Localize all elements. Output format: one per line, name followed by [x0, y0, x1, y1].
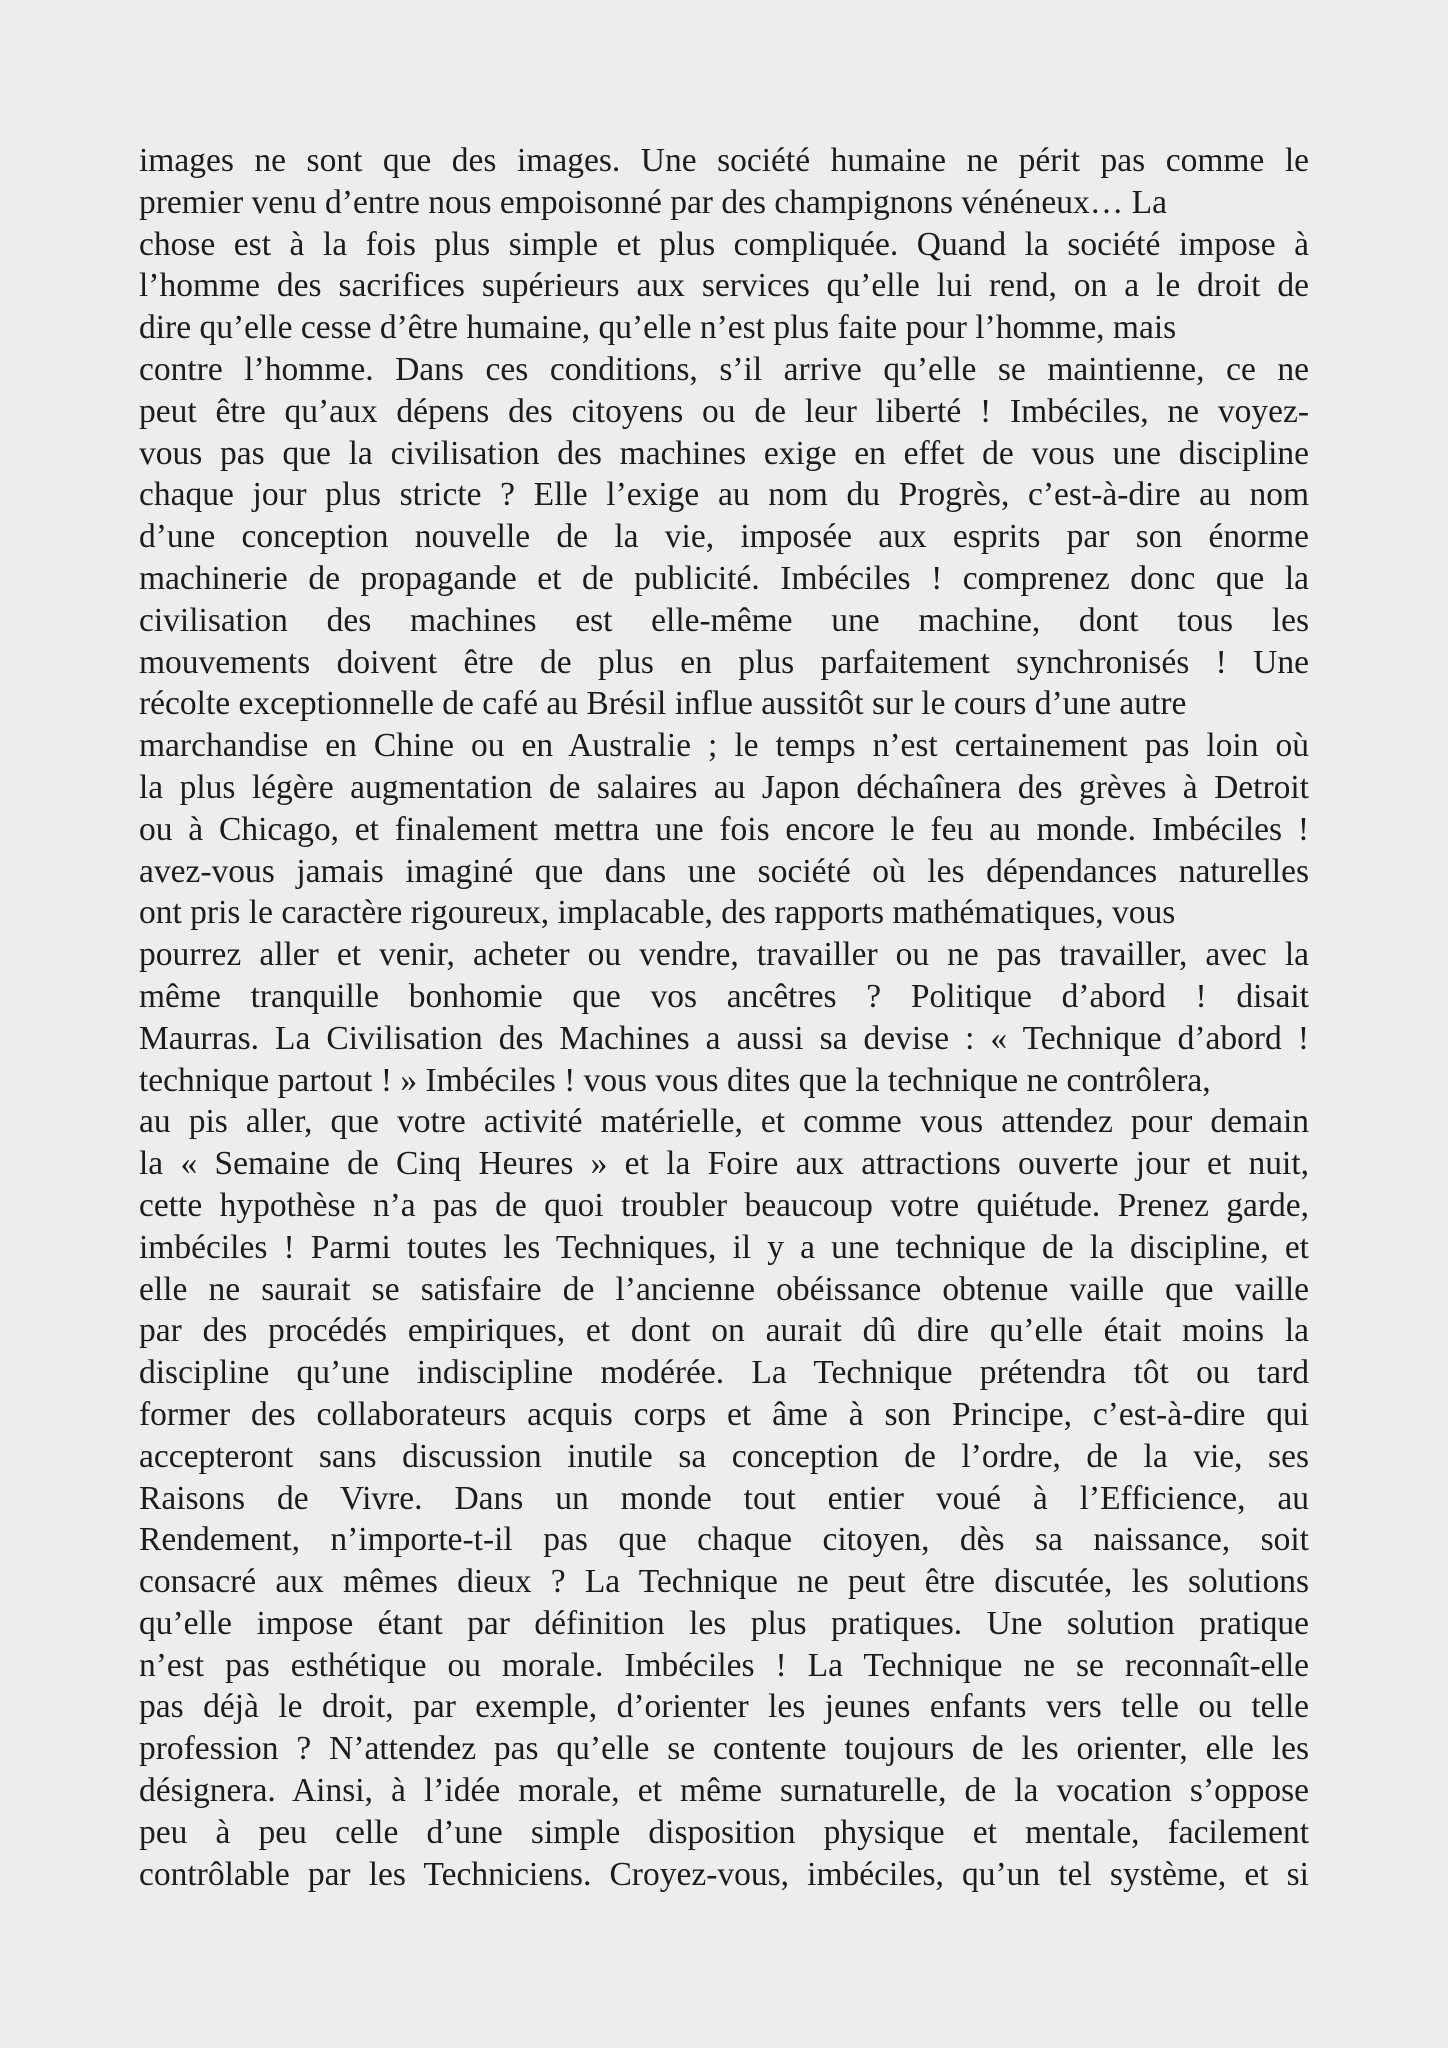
- text-line: Raisons de Vivre. Dans un monde tout entier voué à l’Efficience, au: [139, 1479, 1309, 1517]
- text-line: machinerie de propagande et de publicité. Imbéciles ! comprenez donc que la: [139, 559, 1309, 597]
- text-line: n’est pas esthétique ou morale. Imbéciles ! La Technique ne se reconnaît-elle: [139, 1646, 1309, 1684]
- text-line: civilisation des machines est elle-même une machine, dont tous les: [139, 601, 1309, 639]
- text-line: vous pas que la civilisation des machines exige en effet de vous une discipline: [139, 434, 1309, 472]
- text-line: chaque jour plus stricte ? Elle l’exige au nom du Progrès, c’est-à-dire au nom: [139, 476, 1309, 514]
- text-line: consacré aux mêmes dieux ? La Technique ne peut être discutée, les solutions: [139, 1563, 1309, 1601]
- text-line: premier venu d’entre nous empoisonné par des champignons vénéneux… La: [139, 183, 1167, 221]
- text-line: elle ne saurait se satisfaire de l’ancienne obéissance obtenue vaille que vaille: [139, 1270, 1309, 1308]
- text-line: Maurras. La Civilisation des Machines a aussi sa devise : « Technique d’abord !: [139, 1019, 1309, 1057]
- text-line: images ne sont que des images. Une société humaine ne périt pas comme le: [139, 142, 1309, 179]
- text-line: contre l’homme. Dans ces conditions, s’il arrive qu’elle se maintienne, ce ne: [139, 350, 1309, 388]
- text-line: la « Semaine de Cinq Heures » et la Foire aux attractions ouverte jour et nuit,: [139, 1145, 1309, 1183]
- text-line: peut être qu’aux dépens des citoyens ou de leur liberté ! Imbéciles, ne voyez-: [139, 392, 1309, 430]
- text-line: mouvements doivent être de plus en plus parfaitement synchronisés ! Une: [139, 643, 1309, 681]
- text-line: marchandise en Chine ou en Australie ; le temps n’est certainement pas loin où: [139, 727, 1309, 765]
- text-line: imbéciles ! Parmi toutes les Techniques, il y a une technique de la discipline, et: [139, 1228, 1309, 1266]
- text-line: profession ? N’attendez pas qu’elle se contente toujours de les orienter, elle les: [139, 1730, 1309, 1768]
- text-line: accepteront sans discussion inutile sa conception de l’ordre, de la vie, ses: [139, 1437, 1309, 1475]
- text-line: discipline qu’une indiscipline modérée. La Technique prétendra tôt ou tard: [139, 1354, 1309, 1392]
- text-line: d’une conception nouvelle de la vie, imposée aux esprits par son énorme: [139, 518, 1309, 556]
- text-line: la plus légère augmentation de salaires au Japon déchaînera des grèves à Detroit: [139, 768, 1309, 806]
- text-line: Rendement, n’importe-t-il pas que chaque citoyen, dès sa naissance, soit: [139, 1521, 1309, 1559]
- text-line: pas déjà le droit, par exemple, d’orienter les jeunes enfants vers telle ou telle: [139, 1688, 1309, 1726]
- text-line: contrôlable par les Techniciens. Croyez-vous, imbéciles, qu’un tel système, et si: [139, 1855, 1309, 1893]
- text-line: chose est à la fois plus simple et plus compliquée. Quand la société impose à: [139, 225, 1309, 263]
- text-line: au pis aller, que votre activité matérielle, et comme vous attendez pour demain: [139, 1103, 1309, 1141]
- text-line: pourrez aller et venir, acheter ou vendre, travailler ou ne pas travailler, avec la: [139, 936, 1309, 974]
- text-line: même tranquille bonhomie que vos ancêtres ? Politique d’abord ! disait: [139, 977, 1309, 1015]
- text-line: avez-vous jamais imaginé que dans une société où les dépendances naturelles: [139, 852, 1309, 890]
- text-line: récolte exceptionnelle de café au Brésil influe aussitôt sur le cours d’une autre: [139, 685, 1187, 723]
- body-text: [139, 140, 1309, 1895]
- text-line: peu à peu celle d’une simple disposition physique et mentale, facilement: [139, 1813, 1309, 1851]
- text-line: ou à Chicago, et finalement mettra une fois encore le feu au monde. Imbéciles !: [139, 810, 1309, 848]
- text-line: technique partout ! » Imbéciles ! vous vous dites que la technique ne contrôlera,: [139, 1061, 1211, 1099]
- text-line: qu’elle impose étant par définition les plus pratiques. Une solution pratique: [139, 1604, 1309, 1642]
- text-line: désignera. Ainsi, à l’idée morale, et même surnaturelle, de la vocation s’oppose: [139, 1772, 1309, 1810]
- text-line: l’homme des sacrifices supérieurs aux services qu’elle lui rend, on a le droit de: [139, 267, 1309, 305]
- text-line: ont pris le caractère rigoureux, implacable, des rapports mathématiques, vous: [139, 894, 1176, 932]
- text-line: former des collaborateurs acquis corps et âme à son Principe, c’est-à-dire qui: [139, 1395, 1309, 1433]
- text-line: cette hypothèse n’a pas de quoi troubler beaucoup votre quiétude. Prenez garde,: [139, 1186, 1309, 1224]
- text-line: dire qu’elle cesse d’être humaine, qu’elle n’est plus faite pour l’homme, mais: [139, 309, 1177, 347]
- text-line: par des procédés empiriques, et dont on aurait dû dire qu’elle était moins la: [139, 1312, 1309, 1350]
